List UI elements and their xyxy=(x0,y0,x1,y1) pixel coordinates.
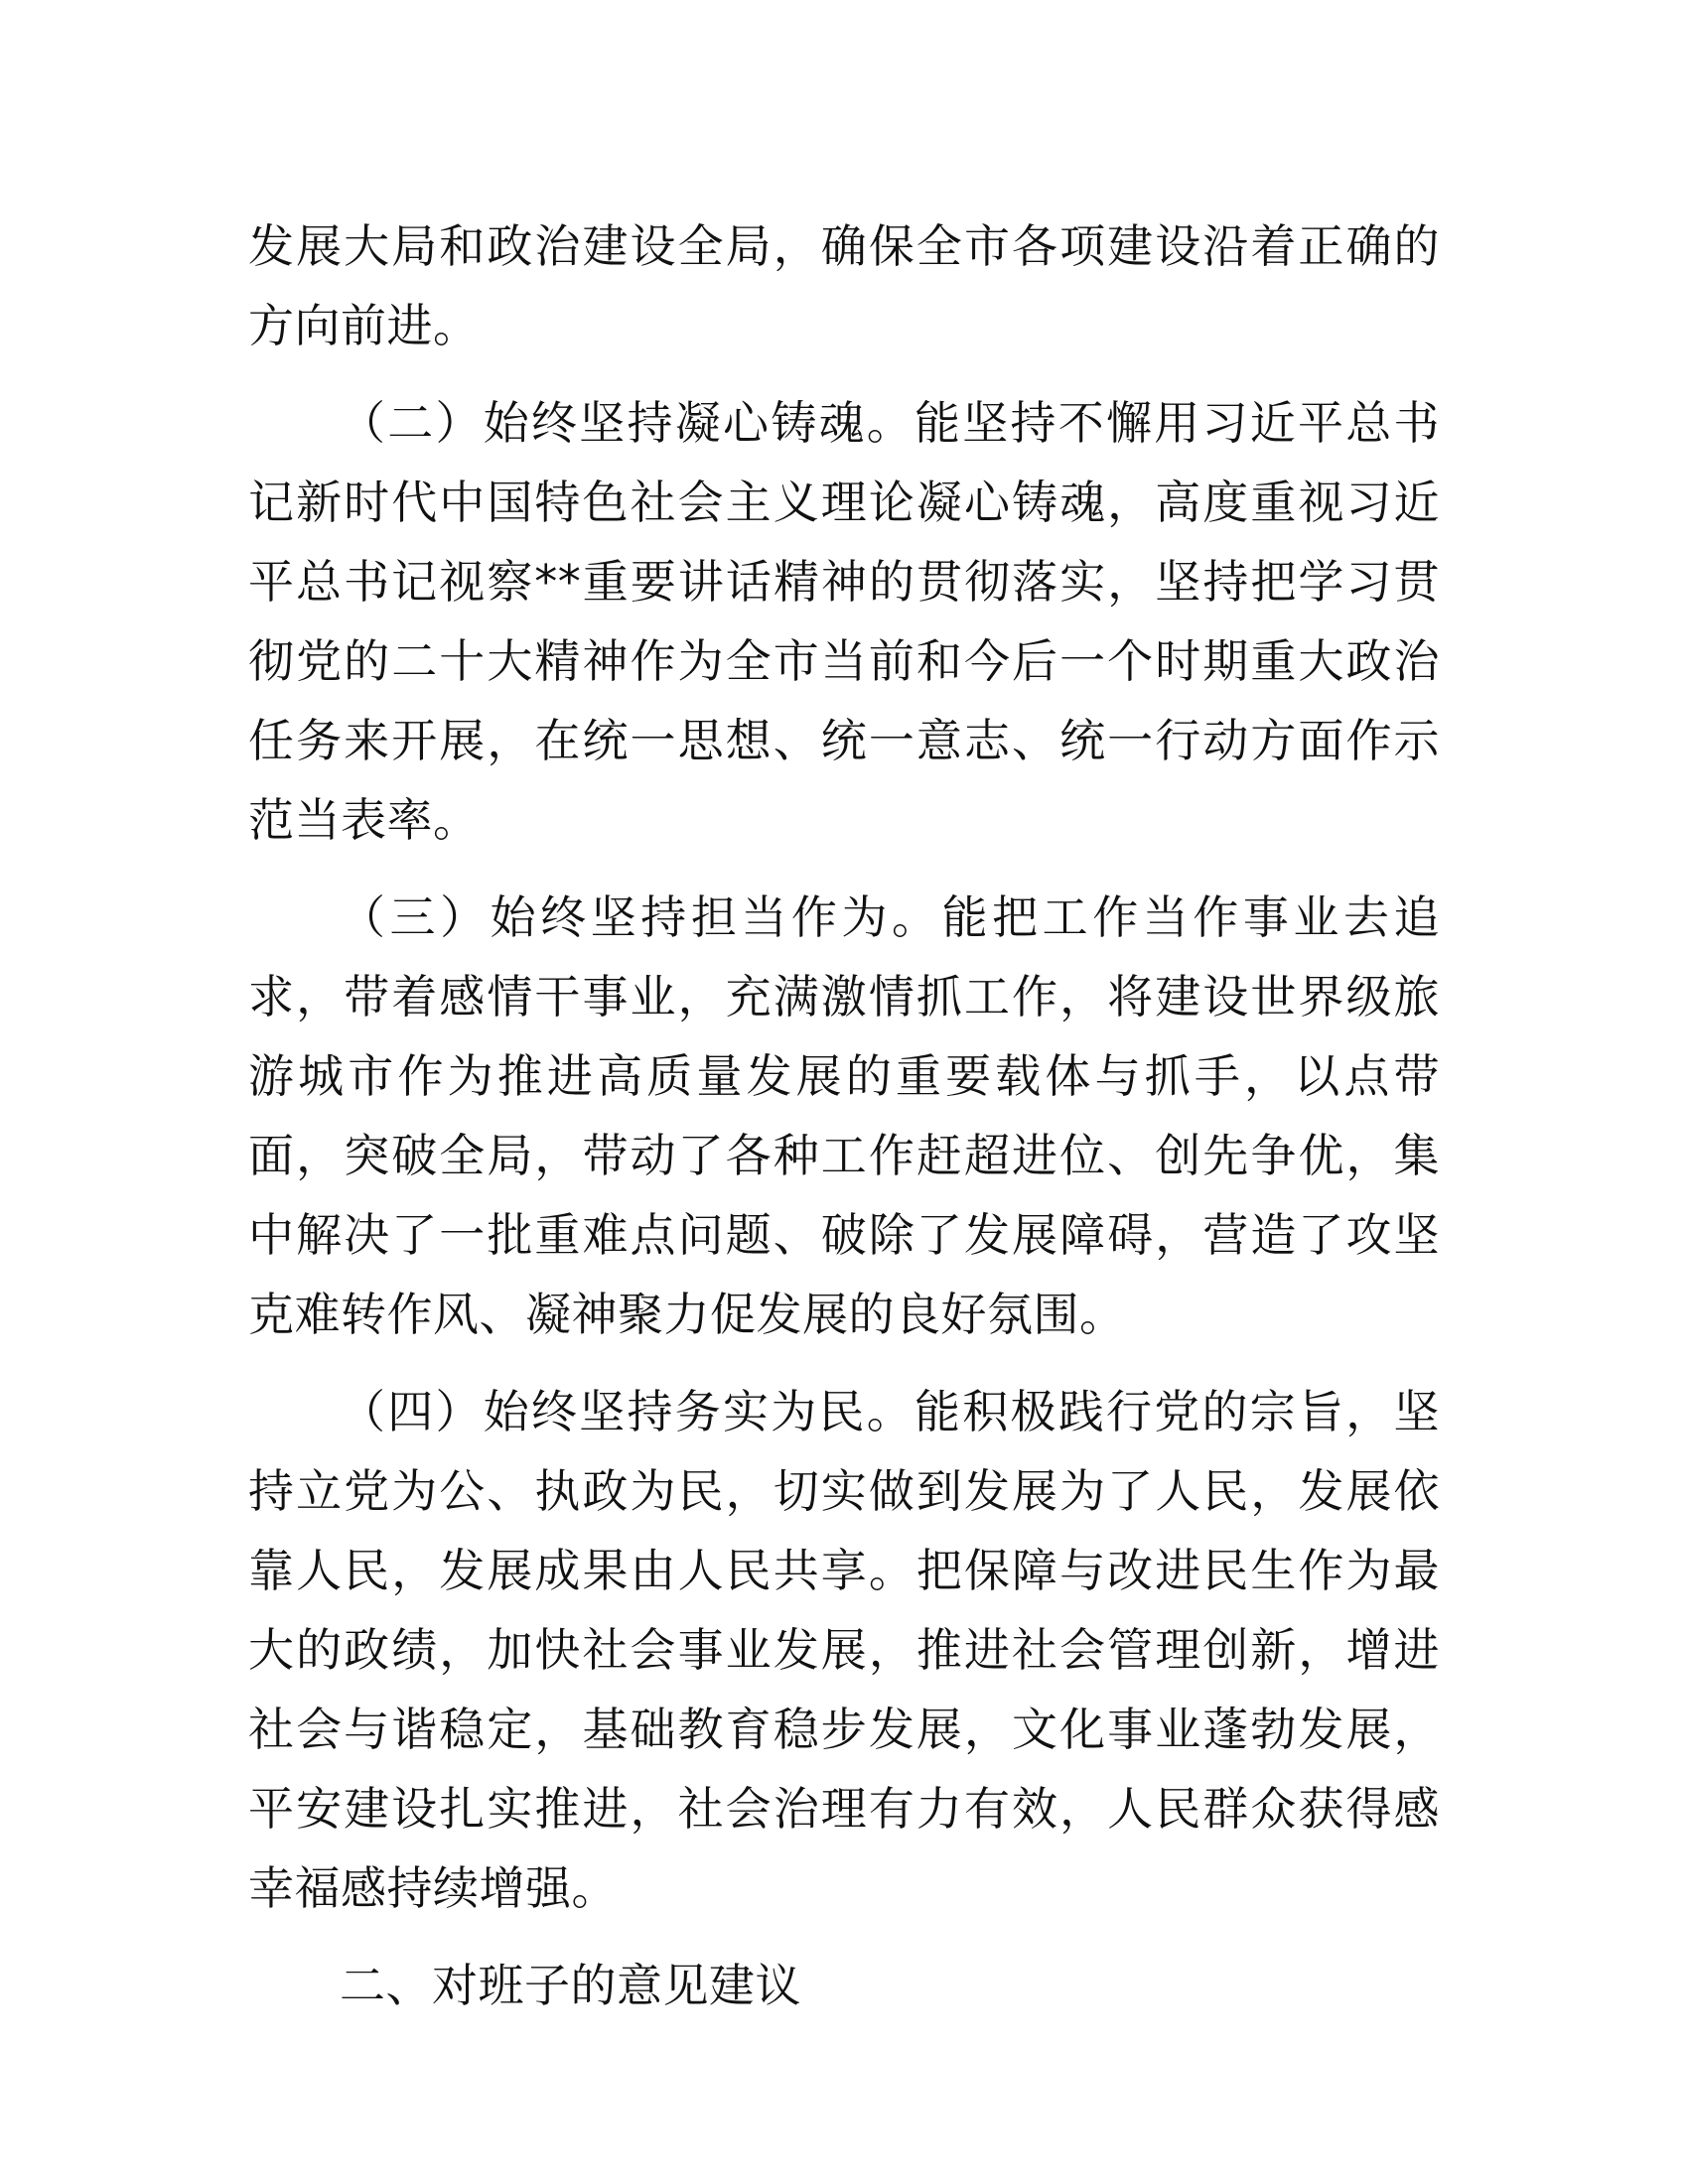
paragraph-continuation: 发展大局和政治建设全局，确保全市各项建设沿着正确的方向前进。 xyxy=(248,219,1440,352)
paragraph-section-3: （三）始终坚持担当作为。能把工作当作事业去追求，带着感情干事业，充满激情抓工作，将建设世界级旅游城市作为推进高质量发展的重要载体与抓手，以点带面，突破全局，带动了各种工作赶超进位、创先争优，集中解决了一批重难点问题、破除了发展障碍，营造了攻坚克难转作风、凝神聚力促发展的良好氛围。 xyxy=(248,890,1440,1341)
paragraph-section-4: （四）始终坚持务实为民。能积极践行党的宗旨，坚持立党为公、执政为民，切实做到发展为了人民，发展依靠人民，发展成果由人民共享。把保障与改进民生作为最大的政绩，加快社会事业发展，推进社会管理创新，增进社会与谐稳定，基础教育稳步发展，文化事业蓬勃发展，平安建设扎实推进，社会治理有力有效，人民群众获得感幸福感持续增强。 xyxy=(248,1385,1440,1915)
section-heading: 二、对班子的意见建议 xyxy=(340,1959,801,2012)
document-body xyxy=(248,206,1440,2025)
paragraph-section-2: （二）始终坚持凝心铸魂。能坚持不懈用习近平总书记新时代中国特色社会主义理论凝心铸魂，高度重视习近平总书记视察**重要讲话精神的贯彻落实，坚持把学习贯彻党的二十大精神作为全市当前和今后一个时期重大政治任务来开展，在统一思想、统一意志、统一行动方面作示范当表率。 xyxy=(248,396,1440,847)
